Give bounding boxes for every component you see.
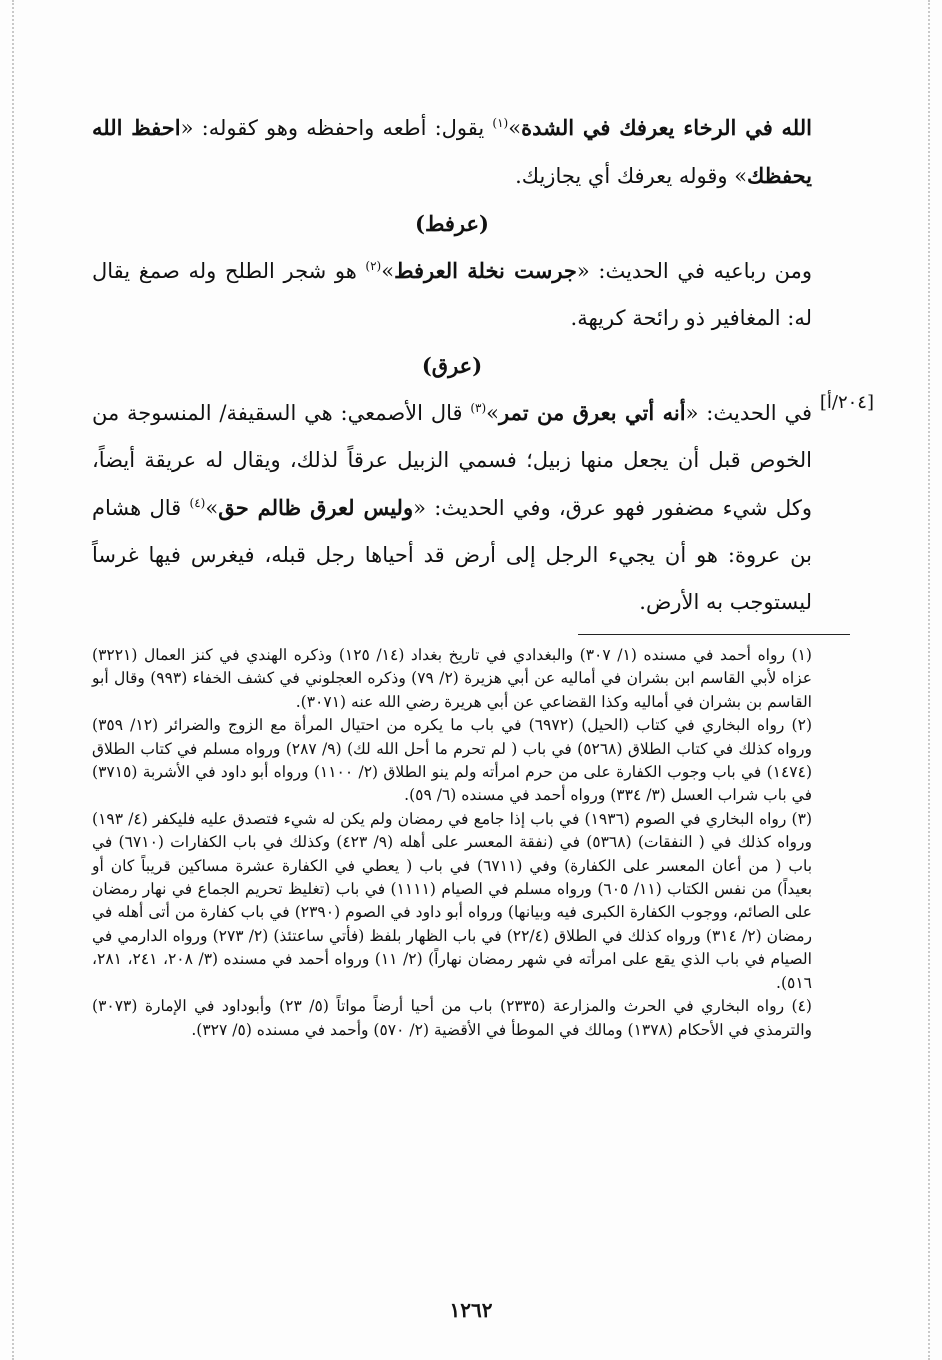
manuscript-folio-reference: [٢٠٤/أ] [819,392,874,413]
footnotes [92,644,812,1042]
paragraph-2 [92,247,812,342]
footnote-3: (٣) رواه البخاري في الصوم (١٩٣٦) في باب إذا جامع في رمضان ولم يكن له شيء فتصدق عليه فليكفر (٤/ ١٩٣) ورواه كذلك في ( النفقات) (٥٣٦٨) في (نفقة المعسر على أهله (٩/ ٤٢٣) وكذلك في باب الكفارات (٦٧١٠) في باب ( من أعان المعسر على الكفارة) وفي (٦٧١١) في باب ( يعطي في الكفارة عشرة مساكين قريباً كان أو بعيداً) من نفس الكتاب (١١/ ٦٠٥) ورواه مسلم في الصيام (١١١١) في باب (تغليظ تحريم الجماع في نهار رمضان على الصائم، ووجوب الكفارة الكبرى فيه وبيانها) ورواه أبو داود في الصوم (٢٣٩٠) في باب كفارة من أتى أهله في رمضان (٢/ ٣١٤) ورواه كذلك في الطلاق (٢٢/٤) في باب الظهار بلفظ (فأتي ساعتئذ) (٢/ ٢٧٣) ورواه الدارمي في الصيام في باب الذي يقع على امرأته في شهر رمضان نهاراً) (٢/ ١١) ورواه أحمد في مسنده (٣/ ٢٠٨، ٢٤١، ٢٨١، ٥١٦). [92,809,813,992]
para3-hadith-b: وليس لعرق ظالم حق [218,495,414,520]
entry-heading-urfut: (عرفط) [415,211,489,236]
footnote-ref-4: (٤) [189,496,206,510]
right-margin-rule [928,0,930,1360]
para2-text-b: هو شجر الطلح وله صمغ يقال له: المغافير ذو رائحة كريهة. [92,259,812,330]
para3-hadith-a: أنه أتي بعرق من تمر [499,400,686,425]
footnote-1: (١) رواه أحمد في مسنده (١/ ٣٠٧) والبغدادي في تاريخ بغداد (١٤/ ١٢٥) وذكره الهندي في كنز العمال (٣٢٢١) عزاه لأبي القاسم ابن بشران في أماليه عن أبي هزيرة (٢/ ٧٩) وذكره العجلوني في كشف الخفاء (٩٩٣) وقال أبو القاسم بن بشران في أماليه وكذا القضاعي عن أبي هريرة رضي الله عنه (٣٠٧١). [92,646,812,711]
para1-text-b: يقول: أطعه واحفظه وهو كقوله: « [180,116,493,140]
para3-quote-close-b: » [205,496,219,520]
para1-text-c: » وقوله يعرفك أي يجازيك. [515,164,748,188]
para2-quote-close: » [381,259,395,283]
entry-heading-irq: (عرق) [421,353,483,378]
para3-text-a: في الحديث: « [685,401,813,425]
para1-text-a: الله في الرخاء [674,115,812,140]
footnote-4: (٤) رواه البخاري في الحرث والمزارعة (٢٣٣٥) باب من أحيا أرضاً مواتاً (٥/ ٢٣) وأبوداود في الإمارة (٣٠٧٣) والترمذي في الأحكام (١٣٧٨) ومالك في الموطأ في الأقضية (٢/ ٥٧٠) وأحمد في مسنده (٥/ ٣٢٧). [92,997,812,1039]
footnote-ref-2: (٢) [365,259,382,273]
page-number: ١٢٦٢ [449,1298,493,1322]
para1-hadith-b: احفظ الله يحفظك [92,115,812,188]
footnote-ref-1: (١) [492,116,509,130]
para3-quote-close-a: » [486,401,500,425]
para2-hadith-a: جرست نخلة العرفط [394,258,577,283]
para3-text-b: قال الأصمعي: هي السقيفة/ المنسوجة من الخوص قبل أن يجعل منها زبيل؛ فسمي الزبيل عرقاً لذلك، ويقال له عريقة أيضاً، وكل شيء مضفور فهو عرق، وفي الحديث: « [92,401,812,520]
left-margin-rule [12,0,14,1360]
para3-text-c: قال هشام بن عروة: هو أن يجيء الرجل إلى أرض قد أحياها رجل قبله، فيغرس فيها غرساً ليستوجب به الأرض. [92,496,812,614]
footnote-divider [578,634,850,635]
paragraph-1 [92,104,812,200]
footnote-2: (٢) رواه البخاري في كتاب (الحيل) (٦٩٧٢) في باب ما يكره من احتيال المرأة مع الزوج والضرائر (١٢/ ٣٥٩) ورواه كذلك في كتاب الطلاق (٥٢٦٨) في باب ( لم تحرم ما أحل الله لك) (٩/ ٢٨٧) ورواه مسلم في كتاب الطلاق (١٤٧٤) في باب وجوب الكفارة على من حرم امرأته ولم ينو الطلاق (٢/ ١١٠٠) ورواه أبو داود في الأشربة (٣٧١٥) في باب شراب العسل (٣/ ٣٣٤) ورواه أحمد في مسنده (٦/ ٥٩). [92,716,812,805]
main-text [92,104,812,626]
para2-text-a: ومن رباعيه في الحديث: « [576,259,812,283]
paragraph-3 [92,389,812,626]
para1-quote-close: » [508,116,522,140]
footnote-ref-3: (٣) [470,401,487,415]
para1-hadith-a: يعرفك في الشدة [521,115,675,140]
